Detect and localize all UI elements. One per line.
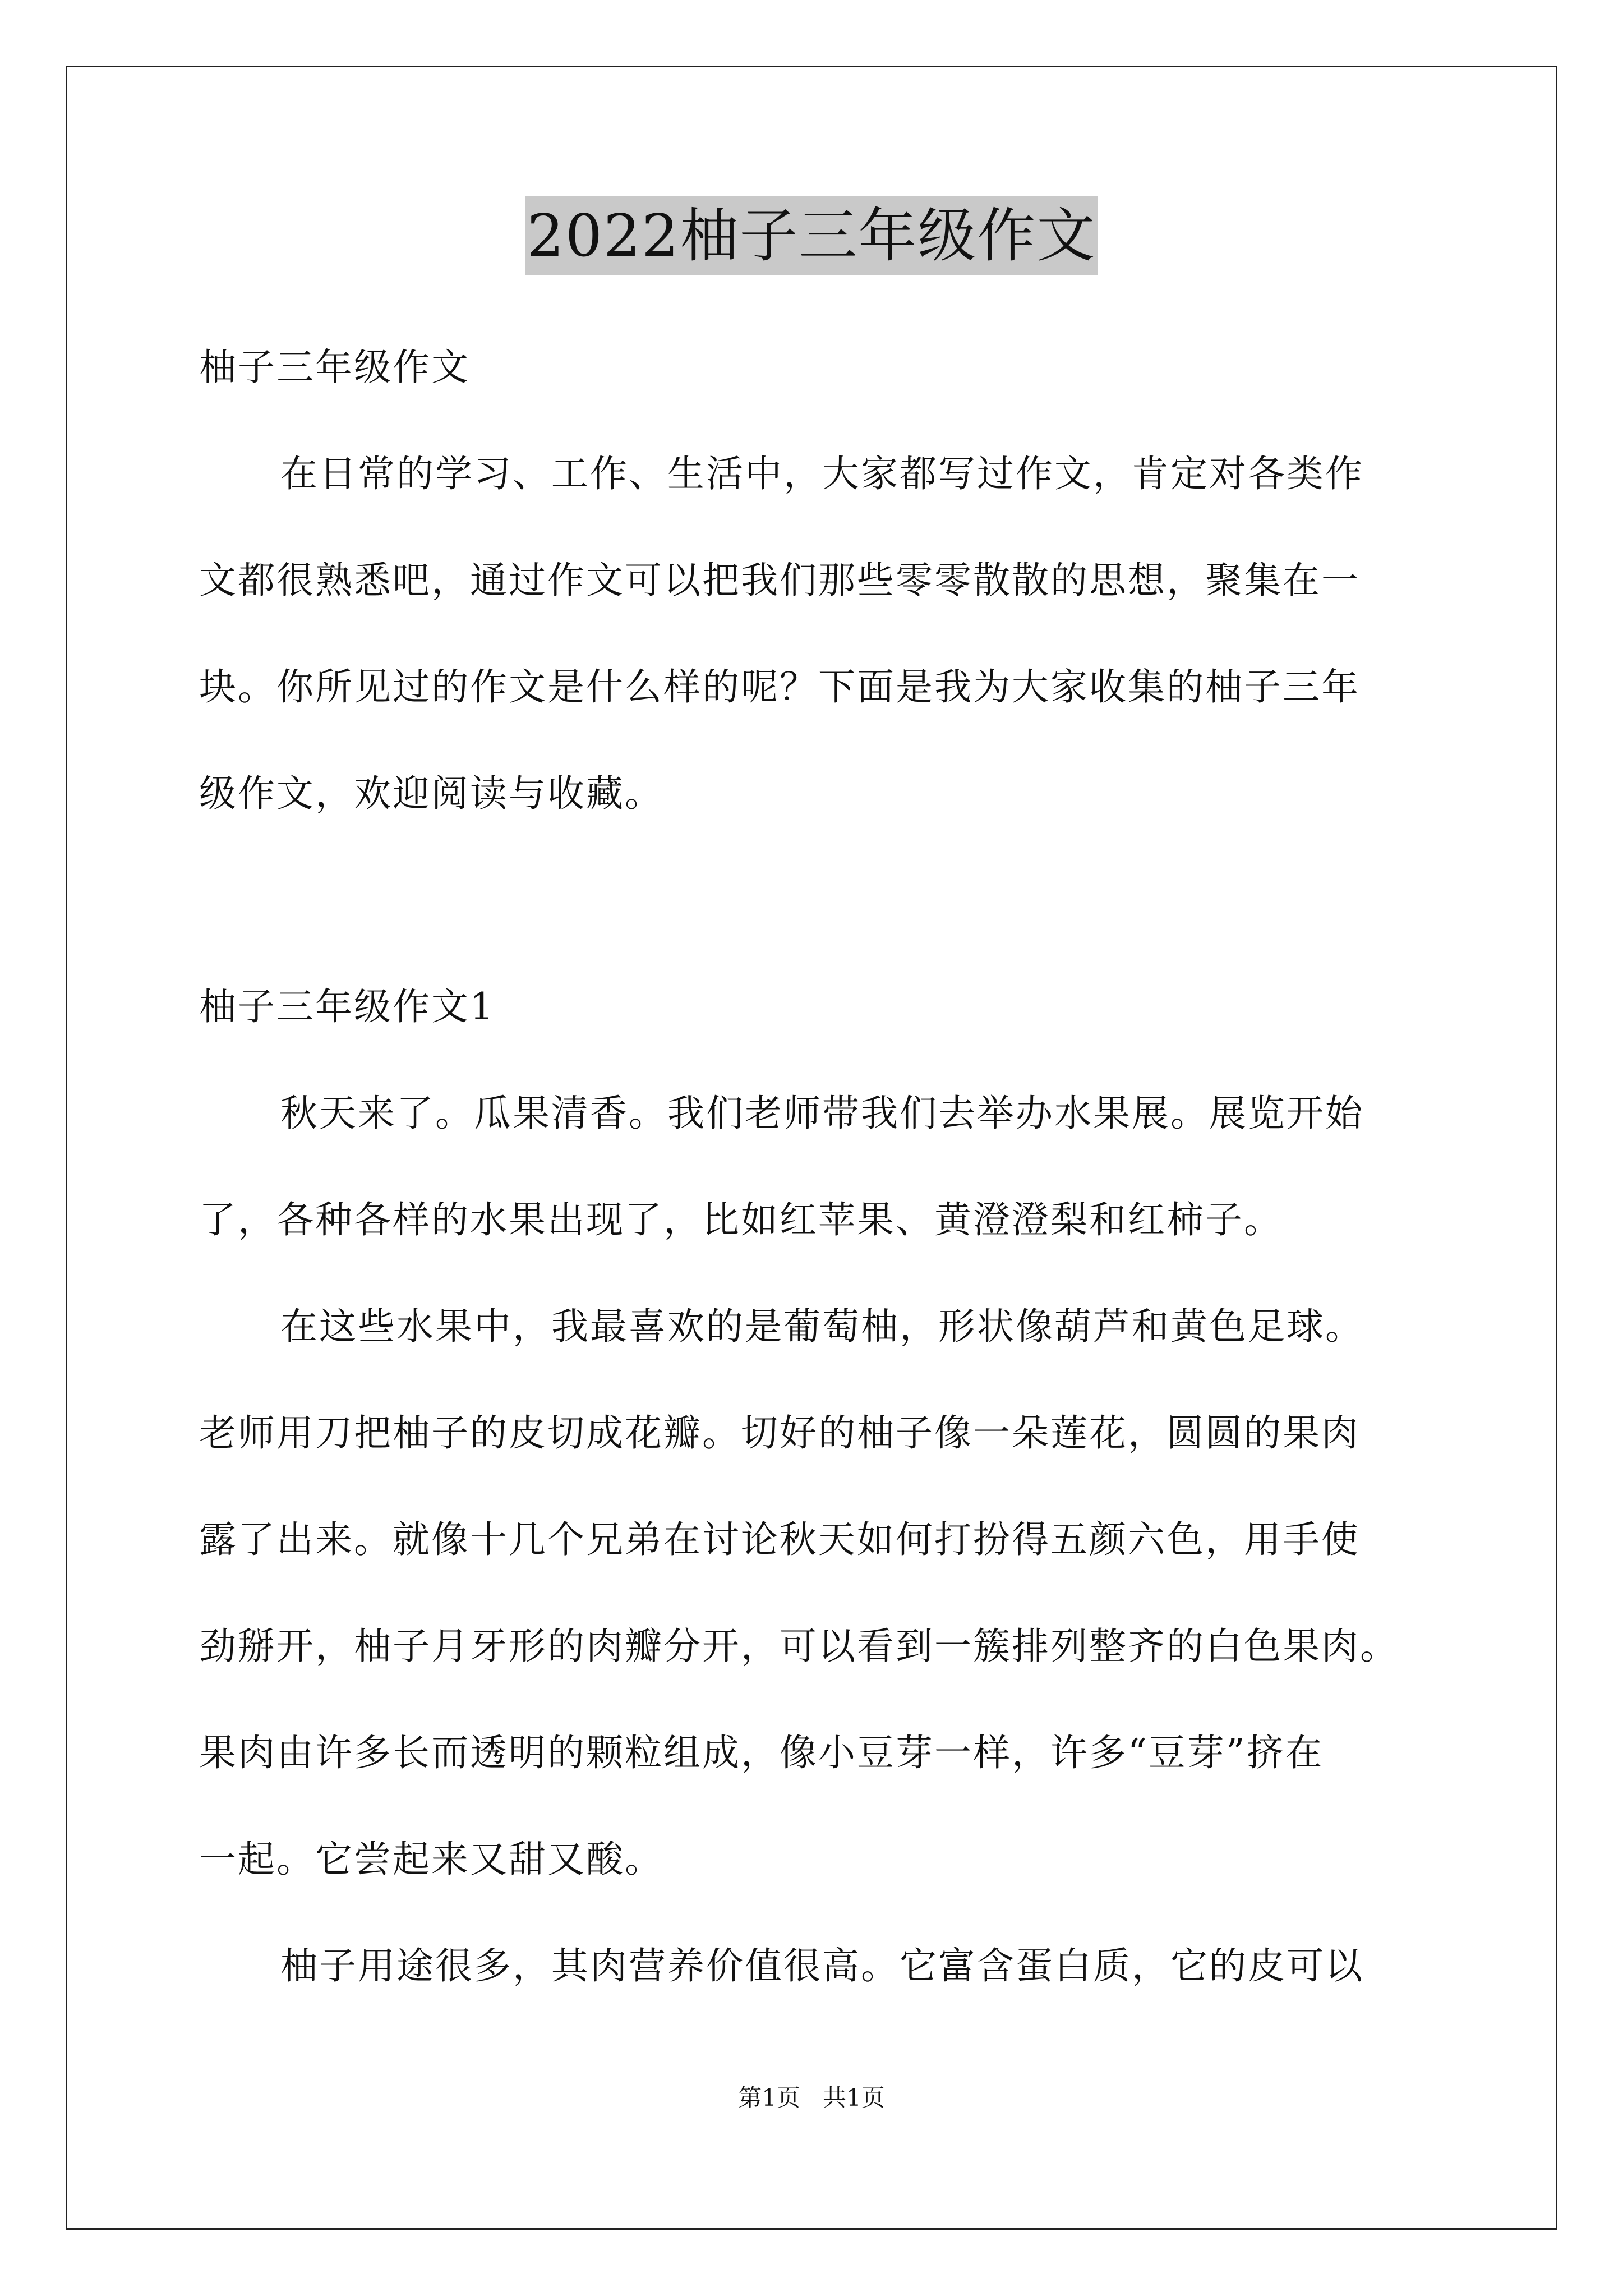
paragraph-line: 露了出来。就像十几个兄弟在讨论秋天如何打扮得五颜六色，用手使 (199, 1518, 1360, 1561)
paragraph-gap (199, 847, 1450, 954)
subtitle: 柚子三年级作文 (199, 346, 470, 389)
paragraph-line: 了，各种各样的水果出现了，比如红苹果、黄澄澄梨和红柿子。 (199, 1198, 1283, 1241)
section-heading: 柚子三年级作文1 (199, 985, 495, 1028)
paragraph-line: 柚子用途很多，其肉营养价值很高。它富含蛋白质，它的皮可以 (280, 1944, 1364, 1987)
intro-line: 块。你所见过的作文是什么样的呢？下面是我为大家收集的柚子三年 (199, 665, 1360, 708)
paragraph-line: 老师用刀把柚子的皮切成花瓣。切好的柚子像一朵莲花，圆圆的果肉 (199, 1411, 1360, 1455)
paragraph-line: 果肉由许多长而透明的颗粒组成，像小豆芽一样，许多“豆芽”挤在 (199, 1731, 1324, 1774)
paragraph-line: 劲掰开，柚子月牙形的肉瓣分开，可以看到一簇排列整齐的白色果肉。 (199, 1625, 1399, 1668)
intro-line: 文都很熟悉吧，通过作文可以把我们那些零零散散的思想，聚集在一 (199, 559, 1360, 602)
intro-line: 在日常的学习、工作、生活中，大家都写过作文，肯定对各类作 (280, 452, 1364, 495)
paragraph-line: 在这些水果中，我最喜欢的是葡萄柚，形状像葫芦和黄色足球。 (280, 1305, 1364, 1348)
document-body (199, 314, 1450, 2019)
intro-line: 级作文，欢迎阅读与收藏。 (199, 772, 663, 815)
paragraph-line: 一起。它尝起来又甜又酸。 (199, 1838, 663, 1881)
page-footer: 第1页 共1页 (738, 2084, 885, 2111)
document-title: 2022柚子三年级作文 (525, 196, 1099, 275)
paragraph-line: 秋天来了。瓜果清香。我们老师带我们去举办水果展。展览开始 (280, 1092, 1364, 1135)
title-container (0, 196, 1623, 275)
